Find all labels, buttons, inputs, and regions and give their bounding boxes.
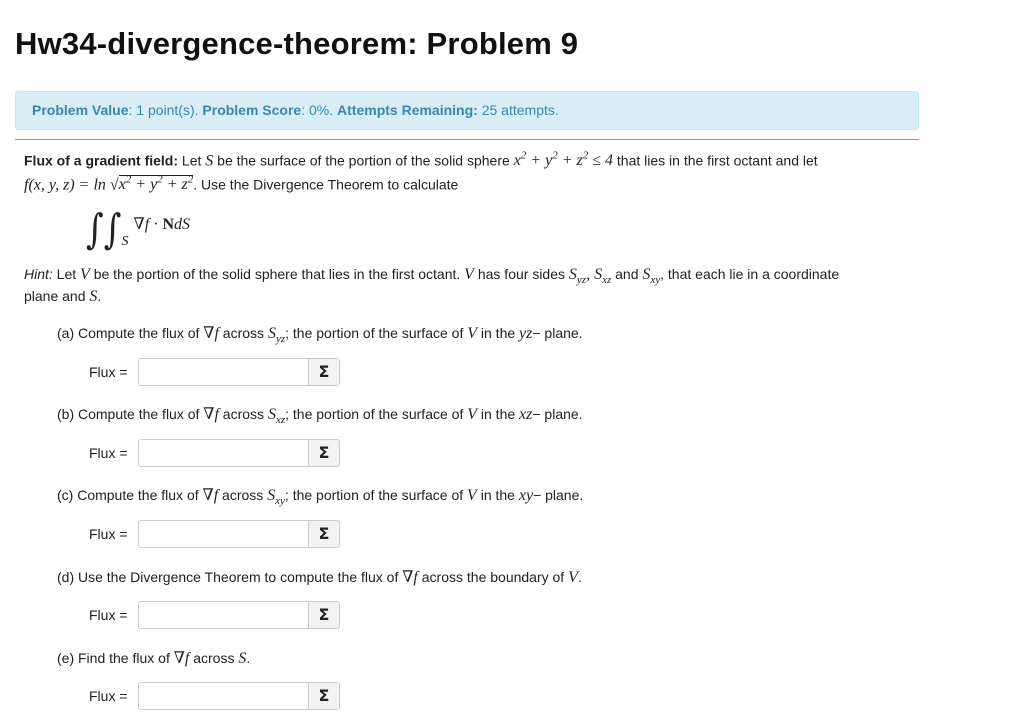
integral-subscript-S: S [121,234,129,250]
problem-score: : 0%. [301,102,338,118]
part-d-flux-label: Flux = [89,607,128,623]
surface-integral [86,206,191,254]
problem-value: : 1 point(s). [128,102,203,118]
part-b-equation-editor-button[interactable]: Σ [308,439,340,467]
attempts-remaining: 25 attempts. [477,102,559,118]
part-b-flux-label: Flux = [89,445,128,461]
part-c-question: (c) Compute the flux of ∇f across $S_{xy}$; the portion of the surface of V in the xy− plane. [57,487,584,508]
hint-line1: Hint: Let V be the portion of the solid sphere that lies in the first octant. V has four sides $S_{yz}$, $S_{xz}$ and $S_{xy}$, that each lie in a coordinate [24,266,840,287]
part-e-question: (e) Find the flux of ∇f across S. [57,650,251,667]
math-S: S [205,152,214,170]
part-c-flux-label: Flux = [89,526,128,542]
part-e-equation-editor-button[interactable]: Σ [308,682,340,710]
part-d-equation-editor-button[interactable]: Σ [308,601,340,629]
page-title: Hw34-divergence-theorem: Problem 9 [15,26,579,61]
math-f-definition: f(x, y, $z) = \ln √x^2 + y^2 + z^2$ [24,174,194,194]
part-b-question: (b) Compute the flux of ∇f across $S_{xz}$; the portion of the surface of V in the xz− plane. [57,406,583,427]
integrand: ∇f · NdS [133,216,191,233]
problem-statement-line2: f(x, y, $z) = \ln √x^2 + y^2 + z^2$. Use the Divergence Theorem to calculate [24,174,459,194]
part-a-question: (a) Compute the flux of ∇f across $S_{yz}$; the portion of the surface of V in the yz− plane. [57,325,583,346]
hint-line2: plane and S. [24,288,102,305]
part-a-equation-editor-button[interactable]: Σ [308,358,340,386]
part-a-flux-label: Flux = [89,364,128,380]
part-c-equation-editor-button[interactable]: Σ [308,520,340,548]
part-e-flux-label: Flux = [89,688,128,704]
math-sphere-inequality: $x^2 + y^2 + z^2 \le 4$ [513,150,614,170]
part-d-question: (d) Use the Divergence Theorem to compute the flux of ∇f across the boundary of V. [57,569,582,586]
integral-sign: ∫∫ [86,206,122,254]
divider [15,139,919,140]
problem-score-label: Problem Score [202,102,302,118]
problem-heading: Flux of a gradient field: [24,152,179,169]
attempts-remaining-label: Attempts Remaining: [337,102,478,118]
problem-statement-line1: Flux of a gradient field: Let S be the surface of the portion of the solid sphere $x^2 + y^2 + z^2 \le 4$ that lies in the first octant and let [24,150,818,170]
hint-label: Hint: [24,266,53,282]
problem-status-box [15,91,919,130]
problem-value-label: Problem Value [32,102,129,118]
